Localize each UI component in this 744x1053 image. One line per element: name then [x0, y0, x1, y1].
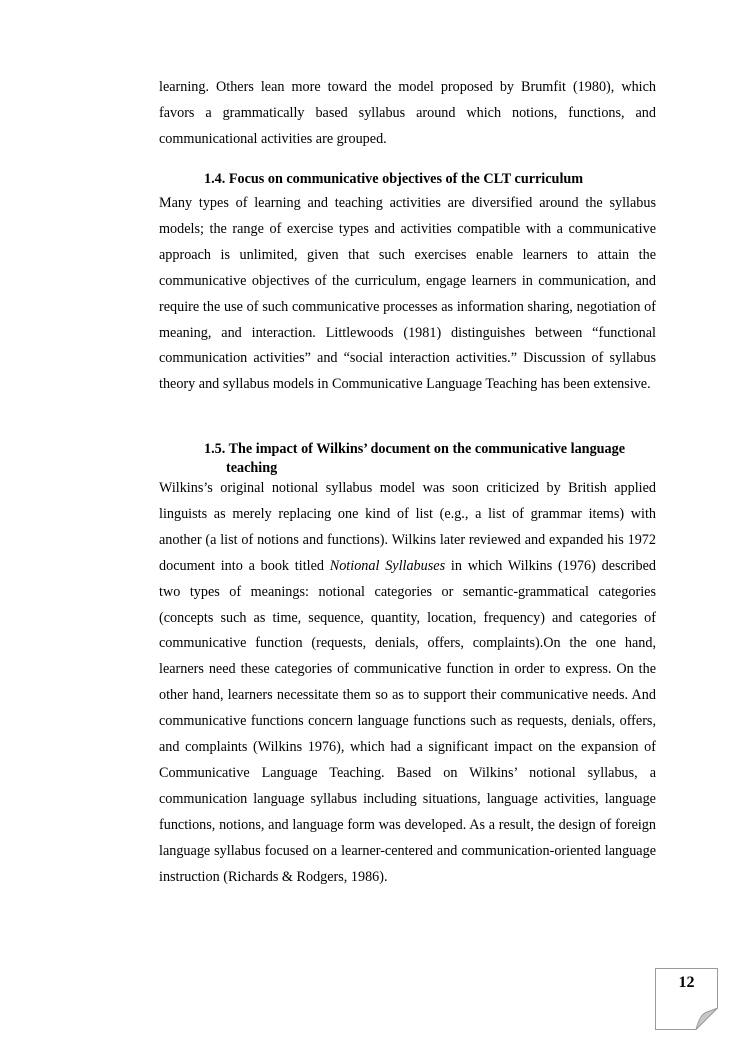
section-heading-1-5-line-2: teaching — [226, 460, 278, 476]
paragraph-communicative-objectives: Many types of learning and teaching activities are diversified around the syllabus models; the range of exercise types and activities compatible with a communicative approach is unlimited, given that such exercises enable learners to attain the communicative objectives of the curriculum, engage learners in communication, and require the use of such communicative processes as information sharing, negotiation of meaning, and interaction. Littlewoods (1981) distinguishes between “functional communication activities” and “social interaction activities.” Discussion of syllabus theory and syllabus models in Communicative Language Teaching has been extensive. — [159, 195, 656, 393]
page-number-box — [655, 968, 718, 1030]
paragraph-wilkins-part-2: in which Wilkins (1976) described two types of meanings: notional categories or semantic-grammatical categories (concepts such as time, sequence, quantity, location, frequency) and categories of communicative function (requests, denials, offers, complaints).On the one hand, learners need these categories of communicative function in order to express. On the other hand, learners necessitate them so as to support their communicative needs. And communicative functions concern language functions such as requests, denials, offers, and complaints (Wilkins 1976), which had a significant impact on the expansion of Communicative Language Teaching. Based on Wilkins’ notional syllabus, a communication language syllabus including situations, language activities, language functions, notions, and language form was developed. As a result, the design of foreign language syllabus focused on a learner-centered and communication-oriented language instruction (Richards & Rodgers, 1986). — [159, 557, 656, 885]
paragraph-wilkins — [159, 476, 656, 891]
page-number: 12 — [678, 974, 695, 991]
paragraph-brumfit: learning. Others lean more toward the model proposed by Brumfit (1980), which favors a grammatically based syllabus around which notions, functions, and communicational activities are grouped. — [159, 79, 656, 147]
section-heading-1-5-line-1: 1.5. The impact of Wilkins’ document on the communicative language — [204, 441, 626, 457]
book-title-notional-syllabuses: Notional Syllabuses — [329, 557, 446, 574]
section-heading-1-5 — [204, 440, 664, 478]
section-heading-1-4: 1.4. Focus on communicative objectives of the CLT curriculum — [204, 171, 584, 187]
paragraph-wilkins-part-1: Wilkins’s original notional syllabus model was soon criticized by British applied linguists as merely replacing one kind of list (e.g., a list of grammar items) with another (a list of notions and functions). Wilkins later reviewed and expanded his 1972 document into a book titled — [159, 480, 656, 574]
